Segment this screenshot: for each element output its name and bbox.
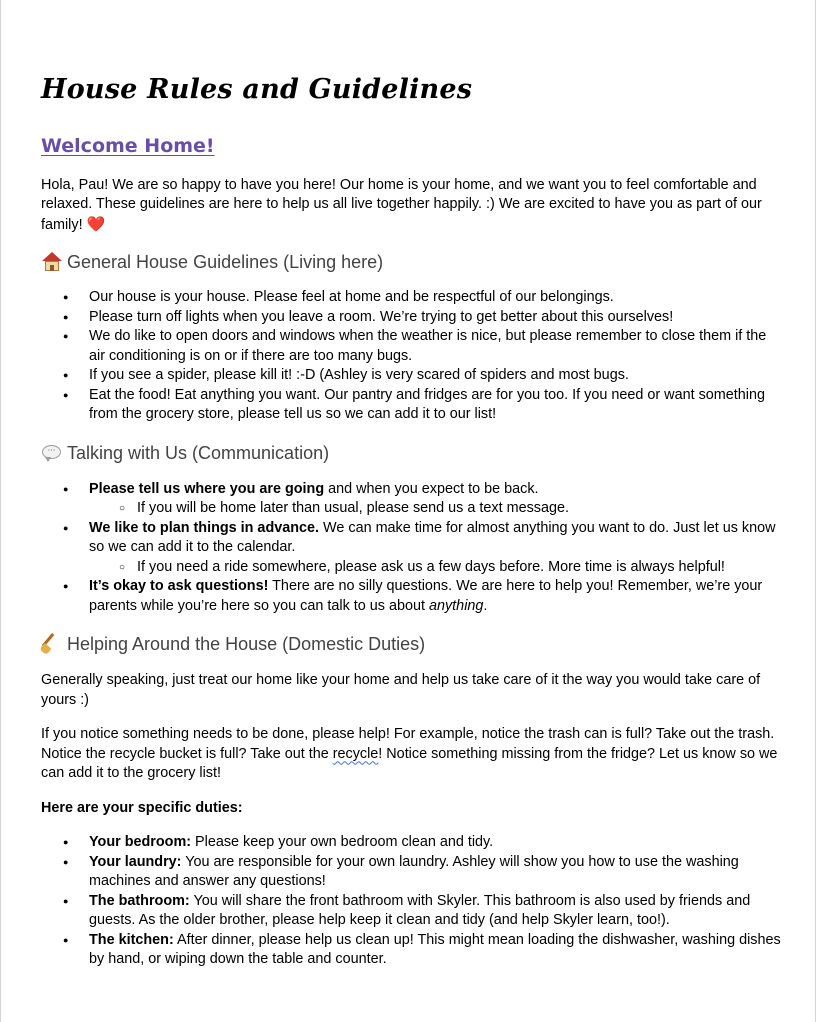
sub-list-item: ○ If you need a ride somewhere, please ask us a few days before. More time is always helpful! <box>89 558 781 578</box>
heart-icon: ❤️ <box>86 215 106 233</box>
intro-paragraph <box>41 176 781 236</box>
sub-list <box>89 558 781 578</box>
speech-bubble-icon: ··· <box>41 442 63 464</box>
list-item <box>41 519 781 578</box>
general-guidelines-list <box>41 288 781 425</box>
communication-list <box>41 480 781 617</box>
list-item-bold: We like to plan things in advance. <box>89 519 320 536</box>
list-item <box>41 480 781 519</box>
list-item-bold: Your bedroom: <box>89 834 192 850</box>
list-item-text: There are no silly questions. We are here to help you! Remember, we’re your parents while you’re here so you can talk to us about <box>89 578 763 614</box>
welcome-home-link[interactable]: Welcome Home! <box>41 135 215 157</box>
list-item-text: Please keep your own bedroom clean and tidy. <box>191 834 494 850</box>
list-item: ● Our house is your house. Please feel at home and be respectful of our belongings. <box>41 288 781 308</box>
list-item-bold: The bathroom: <box>89 892 190 909</box>
list-item: ● If you see a spider, please kill it! :-D (Ashley is very scared of spiders and most bugs. <box>41 366 781 386</box>
specific-duties-heading <box>41 799 781 819</box>
list-item-text: You are responsible for your own laundry. Ashley will show you how to use the washing machines and answer any questions! <box>89 853 739 889</box>
house-icon <box>41 251 63 273</box>
sub-list-item: ○ If you will be home later than usual, please send us a text message. <box>89 499 781 519</box>
duties-paragraph-2-start: If you notice something needs to be done, please help! For example, notice the trash can is full? Take out the trash. Notice the recycle bucket is full? Take out the <box>41 726 775 762</box>
document-body <box>41 66 781 970</box>
list-item <box>41 853 781 892</box>
list-item <box>41 577 781 616</box>
duties-paragraph-1: Generally speaking, just treat our home like your home and help us take care of it the way you would take care of yours :) <box>41 672 761 708</box>
broom-icon <box>41 633 63 655</box>
list-item-bold: It’s okay to ask questions! <box>89 578 269 594</box>
list-item: ● Eat the food! Eat anything you want. Our pantry and fridges are for you too. If you need or want something from the grocery store, please tell us so we can add it to our list! <box>41 386 781 425</box>
list-item-bold: Please tell us where you are going <box>89 480 325 497</box>
specific-duties-list <box>41 833 781 970</box>
section-heading-general-text: General House Guidelines (Living here) <box>67 252 384 272</box>
section-heading-duties-text: Helping Around the House (Domestic Duties) <box>67 634 426 654</box>
duties-paragraph-2-end: ! Notice something missing from the fridge? Let us know so we can add it to the grocery list! <box>41 745 778 781</box>
list-item-bold: The kitchen: <box>89 931 174 948</box>
list-item <box>41 931 781 970</box>
section-heading-general <box>41 250 781 274</box>
duties-paragraph-2 <box>41 725 781 784</box>
section-heading-communication <box>41 441 781 465</box>
list-item-text: You will share the front bathroom with Skyler. This bathroom is also used by friends and guests. As the older brother, please help keep it clean and tidy (and help Skyler learn, too!). <box>89 892 751 928</box>
section-heading-communication-text: Talking with Us (Communication) <box>67 442 330 463</box>
list-item-text: and when you expect to be back. <box>324 480 539 497</box>
section-heading-duties <box>41 632 781 656</box>
list-item-text: After dinner, please help us clean up! This might mean loading the dishwasher, washing dishes by hand, or wiping down the table and counter. <box>89 931 781 967</box>
sub-list <box>89 499 781 519</box>
list-item-end: . <box>483 597 488 614</box>
spellcheck-word[interactable]: recycle <box>332 745 379 762</box>
list-item <box>41 833 781 853</box>
list-item: ● We do like to open doors and windows when the weather is nice, but please remember to close them if the air conditioning is on or if there are too many bugs. <box>41 327 781 366</box>
list-item-bold: Your laundry: <box>89 853 182 870</box>
list-item-text: We can make time for almost anything you want to do. Just let us know so we can add it to the calendar. <box>89 519 776 555</box>
list-item: ● Please turn off lights when you leave a room. We’re trying to get better about this ourselves! <box>41 308 781 328</box>
specific-duties-heading-text: Here are your specific duties: <box>41 799 243 816</box>
list-item <box>41 892 781 931</box>
intro-text: Hola, Pau! We are so happy to have you here! Our home is your home, and we want you to feel comfortable and relaxed. These guidelines are here to help us all live together happily. :) We are excited to have you as part of our family! <box>41 176 762 233</box>
document-title: House Rules and Guidelines <box>41 74 473 105</box>
list-item-italic: anything <box>428 597 484 614</box>
